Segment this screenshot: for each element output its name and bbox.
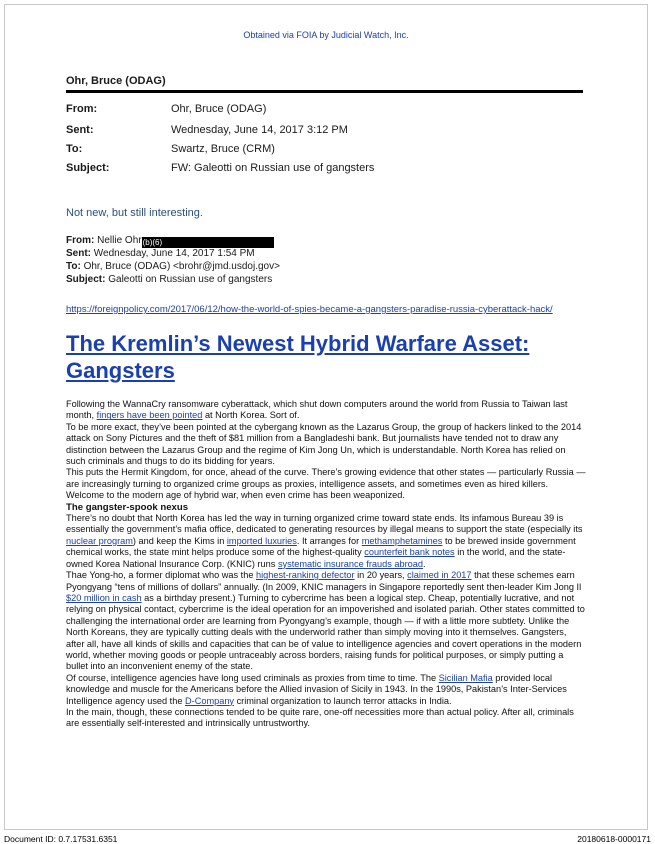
paragraph-4: Welcome to the modern age of hybrid war, when even crime has been weaponized. xyxy=(66,490,405,501)
header-rule xyxy=(66,90,583,93)
fwd-to-value: Ohr, Bruce (ODAG) <brohr@jmd.usdoj.gov> xyxy=(83,261,280,272)
fwd-from-label: From: xyxy=(66,235,95,246)
forward-note: Not new, but still interesting. xyxy=(66,207,203,219)
article-url-link[interactable]: https://foreignpolicy.com/2017/06/12/how-the-world-of-spies-became-a-gangsters-paradise-russia-cyberattack-hack/ xyxy=(66,304,553,315)
article-headline[interactable]: The Kremlin’s Newest Hybrid Warfare Asset: Gangsters xyxy=(66,331,530,383)
link-nuclear-program[interactable]: nuclear program xyxy=(66,535,133,546)
to-label: To: xyxy=(66,143,83,155)
to-value: Swartz, Bruce (CRM) xyxy=(171,143,275,155)
subheading: The gangster-spook nexus xyxy=(66,501,189,513)
fwd-subject-row xyxy=(66,274,272,285)
link-counterfeit-notes[interactable]: counterfeit bank notes xyxy=(364,547,455,558)
fwd-sent-label: Sent: xyxy=(66,248,91,259)
fwd-subject-value: Galeotti on Russian use of gangsters xyxy=(108,274,273,285)
fwd-from-value: Nellie Ohr xyxy=(97,235,142,246)
fwd-subject-label: Subject: xyxy=(66,274,106,285)
subject-value: FW: Galeotti on Russian use of gangsters xyxy=(171,162,375,174)
paragraph-3: This puts the Hermit Kingdom, for once, ahead of the curve. There’s growing evidence that other states — particularly Russia — are increasingly turning to organized crime groups as proxies, intelligence assets, and sometimes even as hired killers. xyxy=(66,467,586,489)
sent-value: Wednesday, June 14, 2017 3:12 PM xyxy=(171,124,348,136)
article-body xyxy=(66,399,586,730)
fwd-sent-value: Wednesday, June 14, 2017 1:54 PM xyxy=(93,248,255,259)
bates-number: 20180618-0000171 xyxy=(577,834,651,844)
link-fingers-pointed[interactable]: fingers have been pointed xyxy=(96,410,203,421)
subject-label: Subject: xyxy=(66,162,110,174)
document-id: Document ID: 0.7.17531.6351 xyxy=(4,834,118,844)
link-d-company[interactable]: D-Company xyxy=(185,695,235,706)
sent-label: Sent: xyxy=(66,124,94,136)
paragraph-1: Following the WannaCry ransomware cyberattack, which shut down computers around the world from Russia to Taiwan last month, fingers have been pointed at North Korea. Sort of. xyxy=(66,399,568,421)
link-imported-luxuries[interactable]: imported luxuries xyxy=(226,535,297,546)
link-claimed-2017[interactable]: claimed in 2017 xyxy=(407,570,472,581)
link-20-million-cash[interactable]: $20 million in cash xyxy=(66,592,142,603)
link-highest-ranking-defector[interactable]: highest-ranking defector xyxy=(255,570,355,581)
paragraph-6: Thae Yong-ho, a former diplomat who was the highest-ranking defector in 20 years, claimed in 2017 that these schemes earn Pyongyang “tens of millions of dollars” annually. (In 2009, KNIC managers in Singapore reportedly sent then-leader Kim Jong Il $20 million in cash as a birthday present.) Turning to cybercrime has been a logical step. Cheap, potentially lucrative, and not relying on physical contact, cybercrime is the ideal operation for an impoverished and isolated pariah. Other states committed to challenging the international order are learning from Pyongyang’s example, though — if with a little more subtlety. Unlike the North Koreans, they are typically cutting deals with the underworld rather than simply moving into it themselves. Gangsters, after all, have all kinds of skills and capacities that can be of value to intelligence agencies and covert operations in the modern world, whether moving goods or people untraceably across borders, raising funds for political purposes, or simply putting a bullet into an inconvenient enemy of the state. xyxy=(66,570,585,672)
paragraph-2: To be more exact, they’ve been pointed at the cybergang known as the Lazarus Group, the group of hackers linked to the 2014 attack on Sony Pictures and the theft of $81 million from a Bangladeshi bank. But journalists have tended not to draw any distinction between the Lazarus Group and the regime of Kim Jong Un, which is understandable. North Korea has relied on such criminals and thugs to do its bidding for years. xyxy=(66,421,582,467)
paragraph-7: Of course, intelligence agencies have long used criminals as proxies from time to time. The Sicilian Mafia provided local knowledge and muscle for the Americans before the Allied invasion of Sicily in 1943. In the 1990s, Pakistan’s Inter-Services Intelligence agency used the D-Company criminal organization to launch terror attacks in India. xyxy=(66,672,567,706)
redaction-box: (b)(6) xyxy=(142,237,274,248)
from-label: From: xyxy=(66,103,98,115)
fwd-sent-row xyxy=(66,248,255,259)
fwd-to-row xyxy=(66,261,280,272)
foia-stamp: Obtained via FOIA by Judicial Watch, Inc. xyxy=(243,30,409,40)
fwd-to-label: To: xyxy=(66,261,81,272)
sender-heading: Ohr, Bruce (ODAG) xyxy=(66,75,166,87)
link-insurance-frauds[interactable]: systematic insurance frauds abroad xyxy=(277,558,423,569)
link-methamphetamines[interactable]: methamphetamines xyxy=(361,535,443,546)
from-value: Ohr, Bruce (ODAG) xyxy=(171,103,267,115)
paragraph-5: There’s no doubt that North Korea has led the way in turning organized crime toward state ends. Its infamous Bureau 39 is essentially the government’s mafia office, dedicated to generating resources by illegal means to support the state (especially its nuclear program) and keep the Kims in imported luxuries. It arranges for methamphetamines to be brewed inside government chemical works, the state mint helps produce some of the highest-quality counterfeit bank notes in the world, and the state-owned Korea National Insurance Corp. (KNIC) runs systematic insurance frauds abroad. xyxy=(66,513,583,569)
paragraph-8: In the main, though, these connections tended to be quite rare, one-off necessities more than actual policy. After all, criminals are essentially self-interested and intrinsically untrustworthy. xyxy=(66,706,574,729)
link-sicilian-mafia[interactable]: Sicilian Mafia xyxy=(438,672,493,683)
fwd-from-row xyxy=(66,235,274,248)
document-page xyxy=(4,4,648,830)
